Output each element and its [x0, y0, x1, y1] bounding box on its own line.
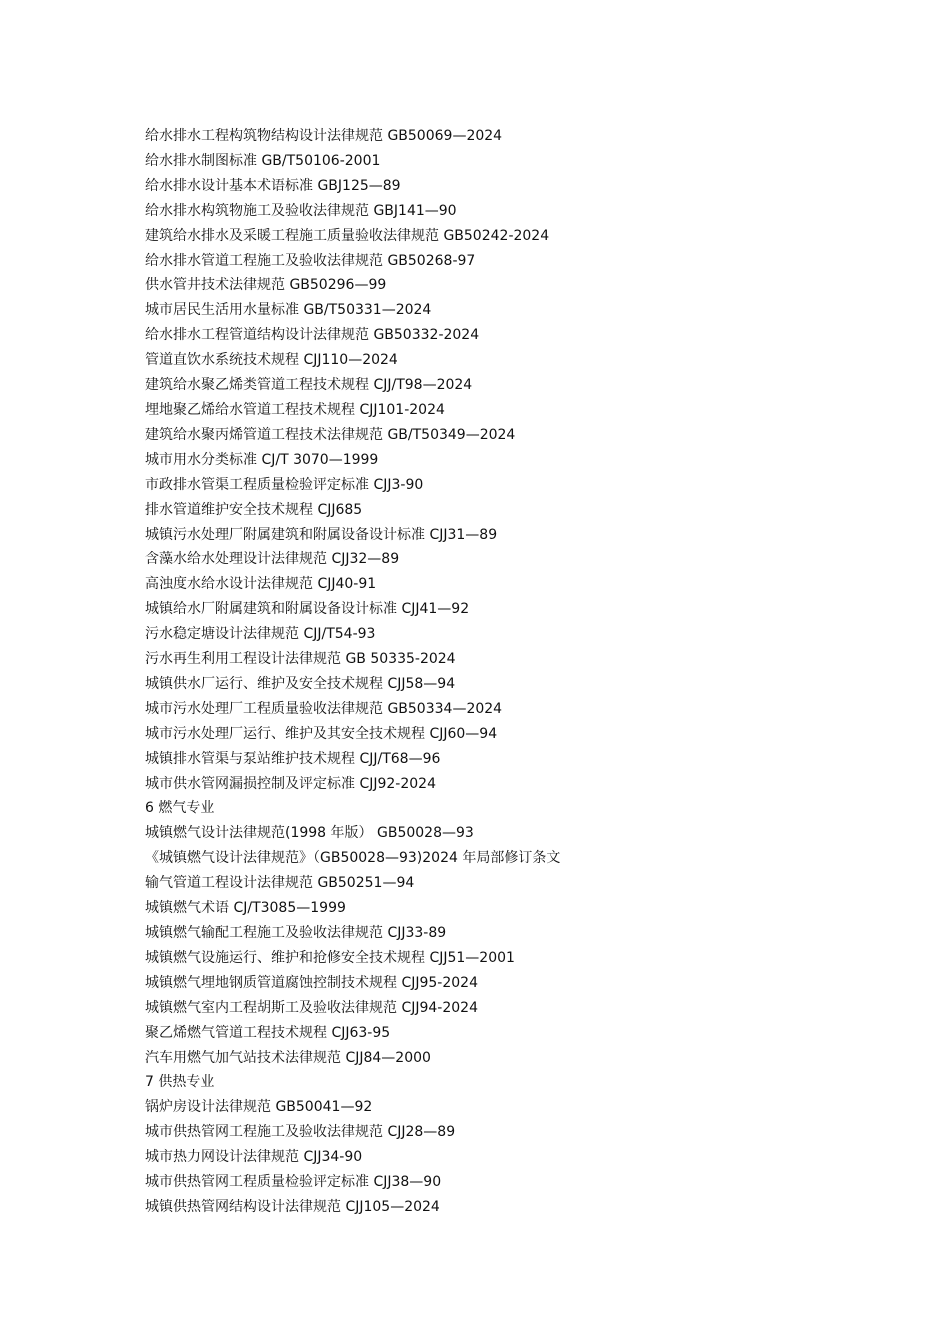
document-line: 排水管道维护安全技术规程 CJJ685: [145, 501, 363, 518]
document-line: 给水排水设计基本术语标准 GBJ125—89: [145, 177, 401, 194]
document-line: 城镇燃气术语 CJ/T3085—1999: [145, 900, 346, 917]
document-line: 城市供热管网工程施工及验收法律规范 CJJ28—89: [145, 1124, 456, 1141]
document-line: 给水排水构筑物施工及验收法律规范 GBJ141—90: [145, 202, 457, 219]
document-line: 给水排水管道工程施工及验收法律规范 GB50268-97: [145, 252, 476, 269]
document-line: 城市居民生活用水量标准 GB/T50331—2024: [145, 302, 432, 319]
document-line: 含藻水给水处理设计法律规范 CJJ32—89: [145, 551, 400, 568]
document-line: 给水排水工程管道结构设计法律规范 GB50332-2024: [145, 327, 480, 344]
document-line: 城镇燃气设计法律规范(1998 年版） GB50028—93: [145, 825, 474, 842]
document-line: 城市用水分类标准 CJ/T 3070—1999: [145, 451, 379, 468]
document-line: 6 燃气专业: [145, 800, 215, 817]
document-line: 建筑给水排水及采暖工程施工质量验收法律规范 GB50242-2024: [145, 227, 550, 244]
document-line: 建筑给水聚丙烯管道工程技术法律规范 GB/T50349—2024: [145, 426, 516, 443]
document-line: 7 供热专业: [145, 1074, 215, 1091]
document-line: 《城镇燃气设计法律规范》（GB50028—93)2024 年局部修订条文: [145, 850, 561, 867]
document-line: 给水排水工程构筑物结构设计法律规范 GB50069—2024: [145, 128, 503, 144]
document-line: 建筑给水聚乙烯类管道工程技术规程 CJJ/T98—2024: [145, 377, 473, 394]
document-line: 市政排水管渠工程质量检验评定标准 CJJ3-90: [145, 476, 424, 493]
document-line: 埋地聚乙烯给水管道工程技术规程 CJJ101-2024: [145, 401, 445, 418]
document-line: 城镇燃气埋地钢质管道腐蚀控制技术规程 CJJ95-2024: [145, 974, 478, 991]
document-line: 高浊度水给水设计法律规范 CJJ40-91: [145, 576, 377, 593]
document-line: 城镇供热管网结构设计法律规范 CJJ105—2024: [145, 1198, 440, 1215]
document-line: 汽车用燃气加气站技术法律规范 CJJ84—2000: [145, 1049, 431, 1066]
document-line: 锅炉房设计法律规范 GB50041—92: [145, 1099, 373, 1116]
document-line: 城市供水管网漏损控制及评定标准 CJJ92-2024: [145, 775, 436, 792]
document-line: 城镇给水厂附属建筑和附属设备设计标准 CJJ41—92: [145, 601, 470, 618]
document-line: 输气管道工程设计法律规范 GB50251—94: [145, 875, 415, 892]
document-line: 城镇污水处理厂附属建筑和附属设备设计标准 CJJ31—89: [145, 526, 498, 543]
document-line: 污水稳定塘设计法律规范 CJJ/T54-93: [145, 626, 376, 643]
document-line: 给水排水制图标准 GB/T50106-2001: [145, 152, 381, 169]
document-line: 供水管井技术法律规范 GB50296—99: [145, 277, 387, 294]
document-line: 城镇排水管渠与泵站维护技术规程 CJJ/T68—96: [145, 750, 441, 767]
document-line: 城市供热管网工程质量检验评定标准 CJJ38—90: [145, 1174, 442, 1191]
document-line: 城镇燃气设施运行、维护和抢修安全技术规程 CJJ51—2001: [145, 949, 515, 966]
document-line: 管道直饮水系统技术规程 CJJ110—2024: [145, 352, 398, 369]
document-line: 城镇供水厂运行、维护及安全技术规程 CJJ58—94: [145, 675, 456, 692]
document-line: 城镇燃气输配工程施工及验收法律规范 CJJ33-89: [145, 925, 447, 941]
document-line: 城镇燃气室内工程胡斯工及验收法律规范 CJJ94-2024: [145, 999, 478, 1016]
document-line: 城市热力网设计法律规范 CJJ34-90: [145, 1149, 363, 1166]
document-line: 污水再生利用工程设计法律规范 GB 50335-2024: [145, 651, 456, 668]
document-page: [145, 124, 905, 1220]
document-line: 聚乙烯燃气管道工程技术规程 CJJ63-95: [145, 1024, 391, 1041]
document-line: 城市污水处理厂运行、维护及其安全技术规程 CJJ60—94: [145, 725, 498, 742]
document-line: 城市污水处理厂工程质量验收法律规范 GB50334—2024: [145, 700, 503, 717]
